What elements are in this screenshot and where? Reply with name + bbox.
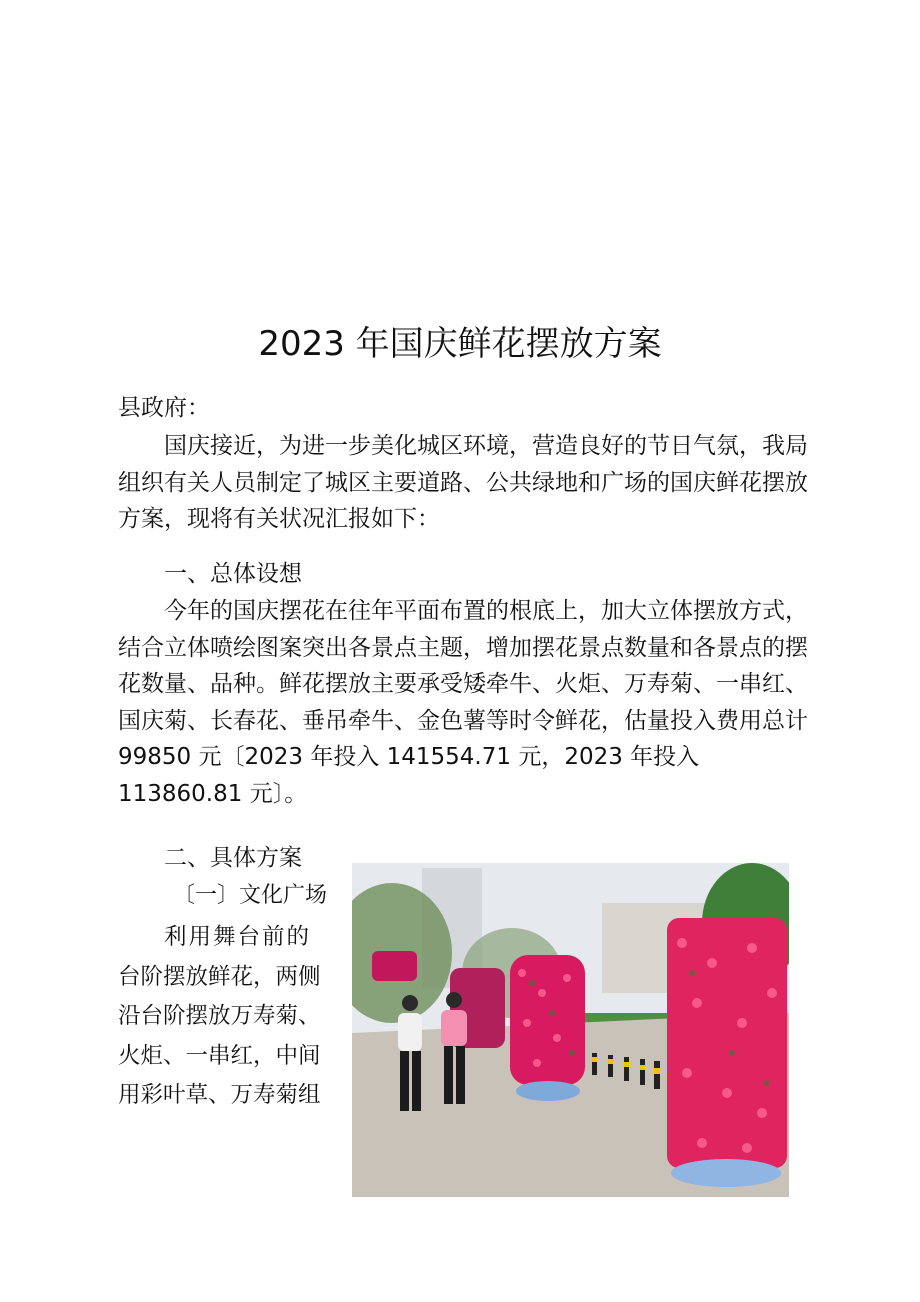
section2-heading: 二、具体方案: [164, 845, 302, 871]
subsection1-line: 利用舞台前的: [164, 924, 312, 950]
salutation: 县政府：: [118, 395, 210, 421]
document-title: 2023 年国庆鲜花摆放方案: [258, 323, 662, 364]
subsection1-body: [118, 918, 340, 1116]
flower-column-photo: [352, 863, 789, 1197]
intro-paragraph: 国庆接近，为进一步美化城区环境，营造良好的节日气氛，我局组织有关人员制定了城区主要道路、公共绿地和广场的国庆鲜花摆放方案，现将有关状况汇报如下：: [118, 433, 808, 532]
flower-photo-illustration: [352, 863, 789, 1197]
subsection1-line: 台阶摆放鲜花，两侧: [118, 963, 321, 990]
section1-body: 今年的国庆摆花在往年平面布置的根底上，加大立体摆放方式，结合立体喷绘图案突出各景点主题，增加摆花景点数量和各景点的摆花数量、品种。鲜花摆放主要承受矮牵牛、火炬、万寿菊、一串红、国庆菊、长春花、垂吊牵牛、金色薯等时令鲜花，估量投入费用总计 99850 元〔2023 年投入 141554.71 元，2023 年投入 113860.81 元〕。: [118, 598, 808, 807]
section1-heading: 一、总体设想: [164, 561, 302, 587]
subsection1-line: 沿台阶摆放万寿菊、: [118, 1003, 321, 1029]
subsection1-line: 火炬、一串红，中间: [118, 1042, 321, 1069]
subsection1-line: 用彩叶草、万寿菊组: [118, 1082, 321, 1108]
subsection1-heading: 〔一〕文化广场: [173, 883, 328, 908]
